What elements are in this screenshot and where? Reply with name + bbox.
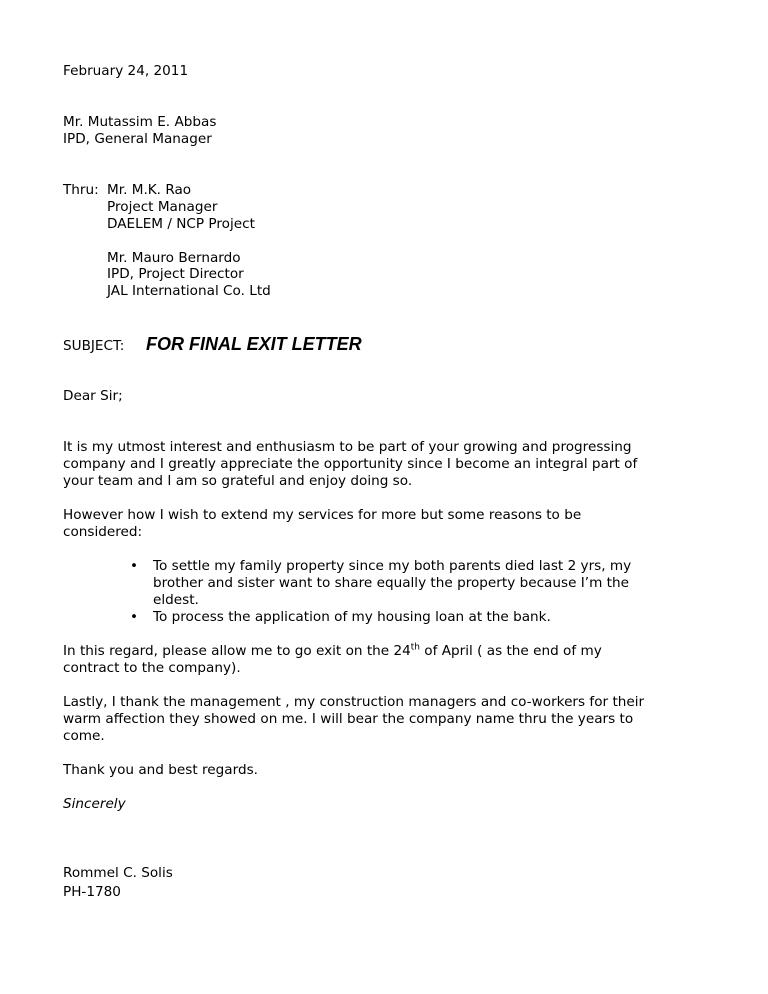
bullet-list bbox=[130, 558, 670, 626]
paragraph-1-line: your team and I am so grateful and enjoy doing so. bbox=[63, 473, 413, 489]
thru-label: Thru: bbox=[63, 182, 99, 198]
paragraph-3-text: In this regard, please allow me to go exit on the 24 bbox=[63, 643, 411, 659]
paragraph-2-line: considered: bbox=[63, 524, 143, 540]
paragraph-1-line: It is my utmost interest and enthusiasm to be part of your growing and progressing bbox=[63, 439, 632, 455]
recipient-name: Mr. Mutassim E. Abbas bbox=[63, 114, 217, 130]
thru-contact-1-org: DAELEM / NCP Project bbox=[107, 216, 255, 232]
bullet-dot-icon: • bbox=[130, 558, 139, 574]
subject-text: FOR FINAL EXIT LETTER bbox=[146, 334, 362, 354]
thanks-line: Thank you and best regards. bbox=[63, 762, 258, 778]
recipient-title: IPD, General Manager bbox=[63, 131, 212, 147]
thru-contact-2-org: JAL International Co. Ltd bbox=[107, 283, 271, 299]
thru-contact-2-name: Mr. Mauro Bernardo bbox=[107, 250, 241, 266]
subject-label: SUBJECT: bbox=[63, 338, 125, 354]
paragraph-2 bbox=[63, 507, 663, 541]
bullet-line: To process the application of my housing loan at the bank. bbox=[153, 609, 551, 625]
thru-contact-1-position: Project Manager bbox=[107, 199, 218, 215]
signature-name: Rommel C. Solis bbox=[63, 865, 173, 881]
bullet-dot-icon: • bbox=[130, 609, 139, 625]
bullet-item bbox=[130, 558, 670, 609]
paragraph-4 bbox=[63, 694, 663, 745]
thru-contact-2-position: IPD, Project Director bbox=[107, 266, 244, 282]
bullet-item bbox=[130, 609, 670, 626]
paragraph-4-line: come. bbox=[63, 728, 105, 744]
paragraph-2-line: However how I wish to extend my services for more but some reasons to be bbox=[63, 507, 582, 523]
bullet-line: eldest. bbox=[153, 592, 199, 608]
paragraph-1-line: company and I greatly appreciate the opportunity since I become an integral part of bbox=[63, 456, 638, 472]
bullet-line: To settle my family property since my both parents died last 2 yrs, my bbox=[153, 558, 632, 574]
bullet-line: brother and sister want to share equally the property because I’m the bbox=[153, 575, 629, 591]
paragraph-4-line: Lastly, I thank the management , my construction managers and co-workers for their bbox=[63, 694, 645, 710]
ordinal-suffix: th bbox=[410, 642, 420, 653]
thru-contact-1-name: Mr. M.K. Rao bbox=[107, 182, 192, 198]
paragraph-1 bbox=[63, 439, 663, 490]
paragraph-3-text: of April ( as the end of my bbox=[419, 643, 602, 659]
paragraph-3 bbox=[63, 643, 663, 677]
paragraph-4-line: warm affection they showed on me. I will bear the company name thru the years to bbox=[63, 711, 634, 727]
salutation: Dear Sir; bbox=[63, 388, 123, 404]
signature-id: PH-1780 bbox=[63, 884, 121, 900]
letter-date: February 24, 2011 bbox=[63, 63, 189, 79]
closing: Sincerely bbox=[63, 796, 126, 812]
paragraph-3-line-2: contract to the company). bbox=[63, 660, 241, 676]
paragraph-3-line-1 bbox=[63, 643, 663, 660]
